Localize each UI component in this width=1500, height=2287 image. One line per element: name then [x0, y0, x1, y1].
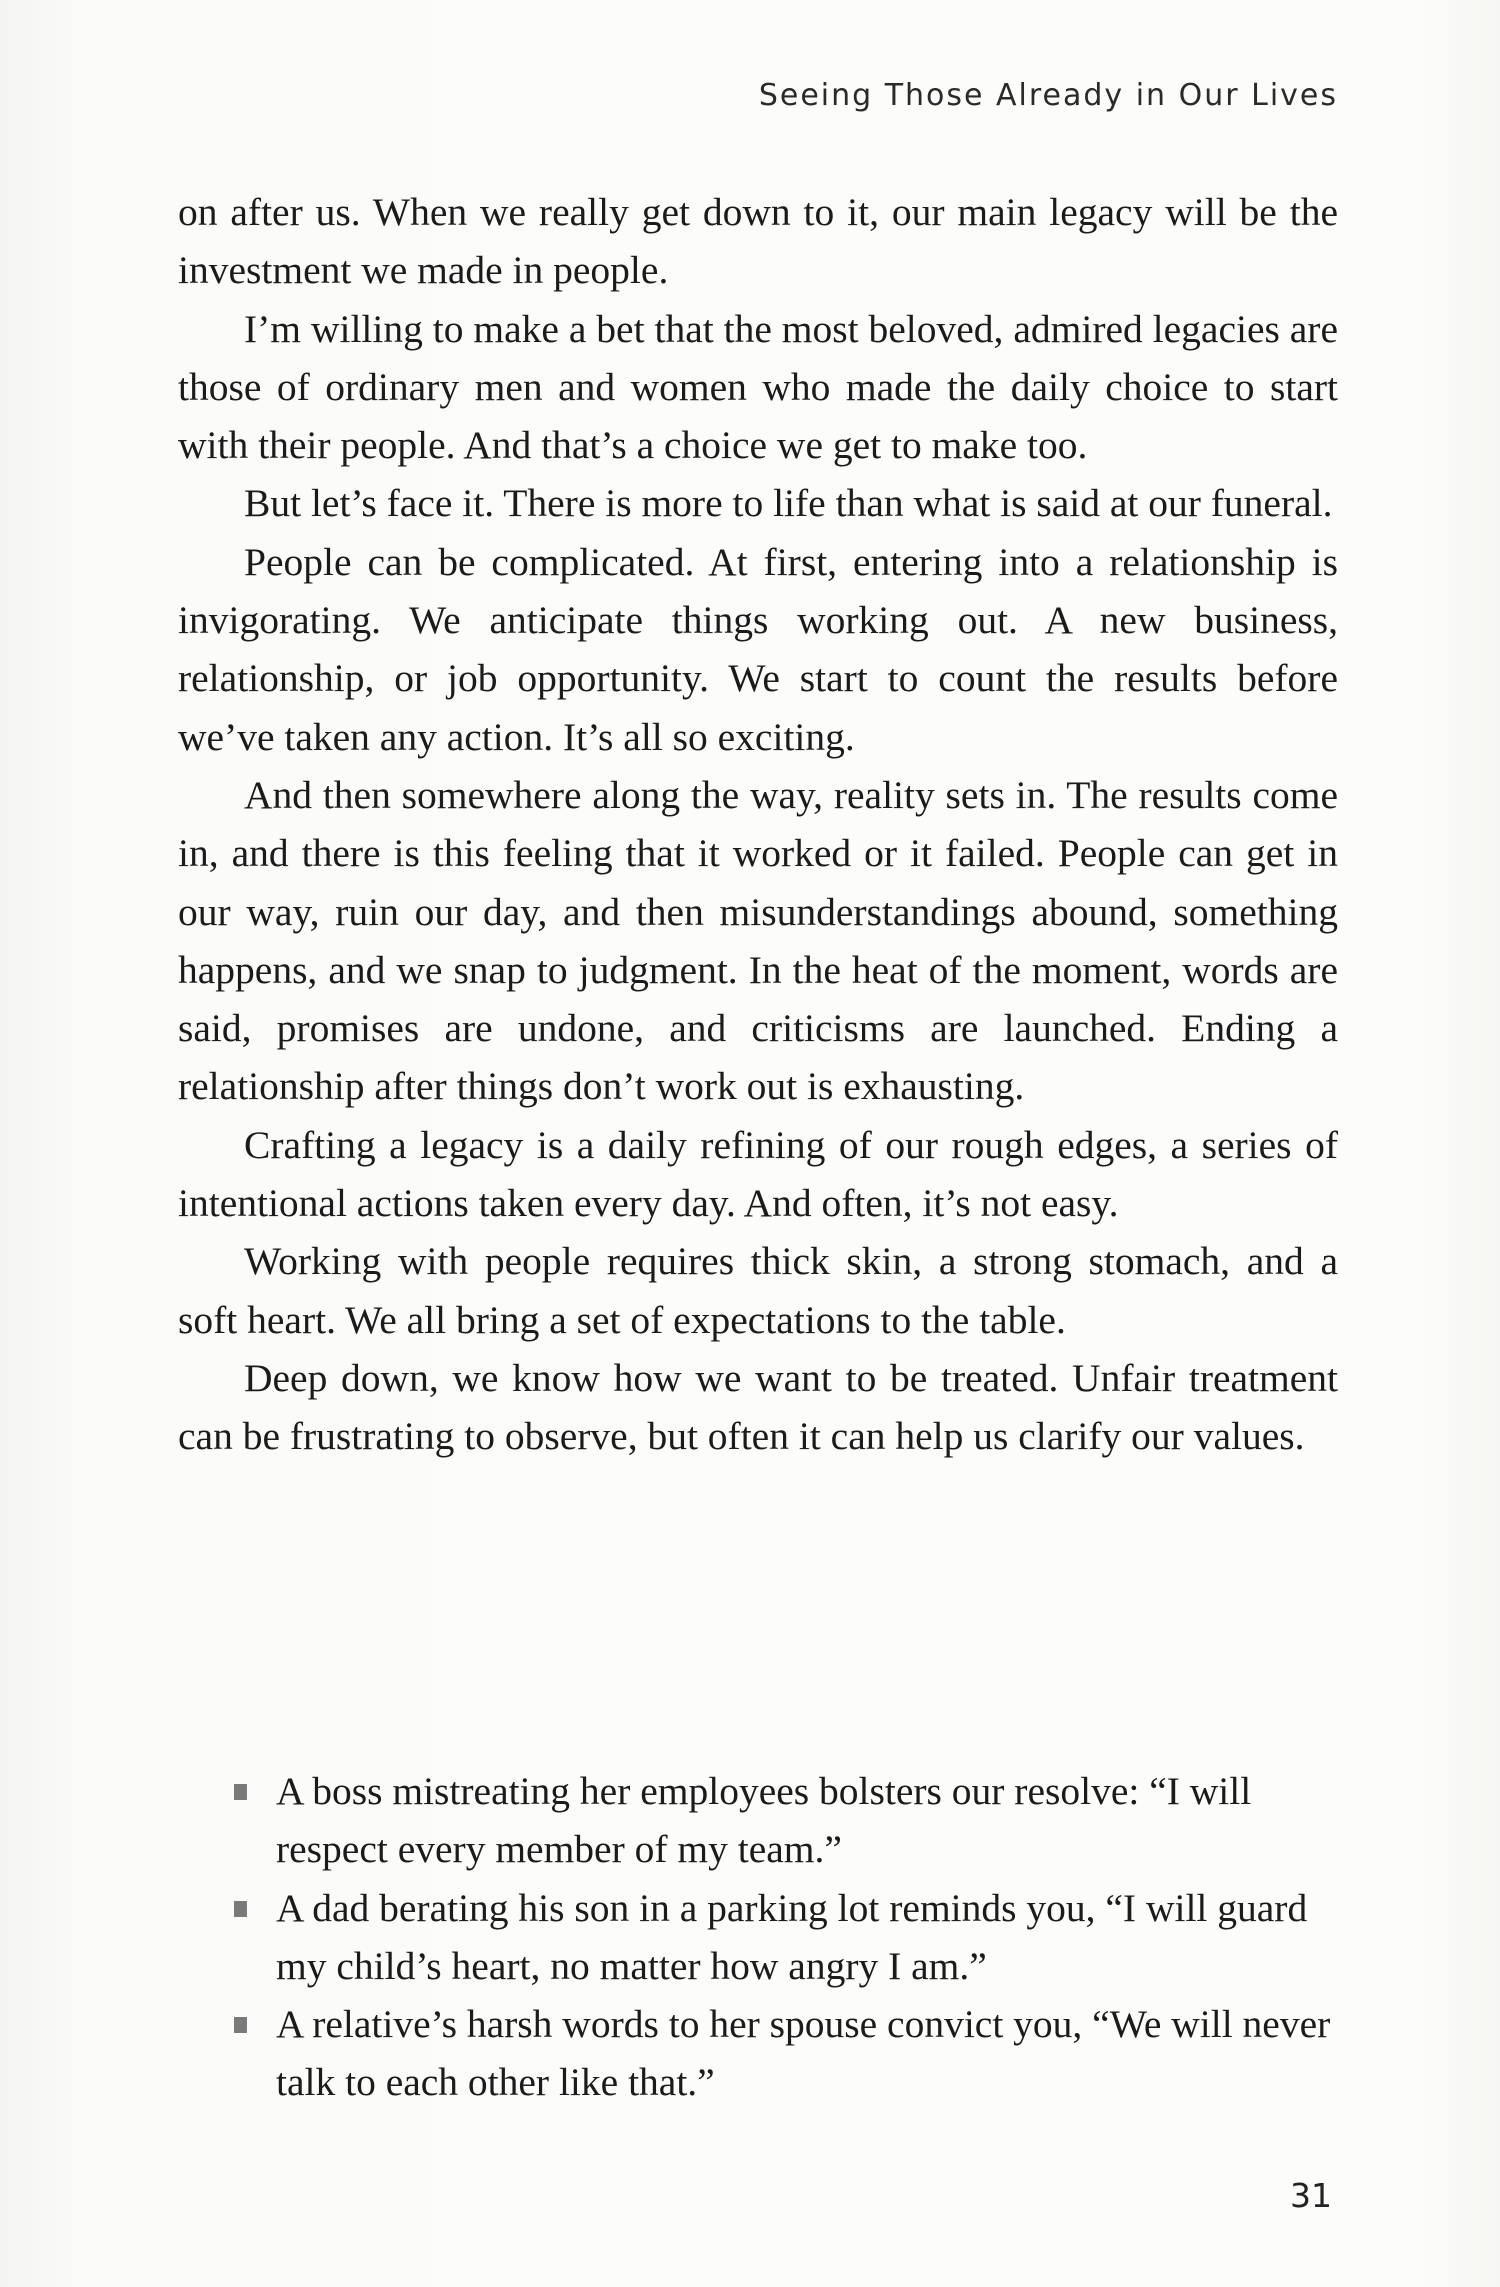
body-text — [178, 183, 1338, 1466]
bullet-text: A dad berating his son in a parking lot reminds you, “I will guard my child’s heart, no matter how angry I am.” — [276, 1885, 1308, 1988]
paragraph: I’m willing to make a bet that the most beloved, admired legacies are those of ordinary men and women who made the daily choice to start with their people. And that’s a choice we get to make too. — [178, 306, 1338, 468]
bullet-item — [234, 1995, 1334, 2112]
bullet-list — [234, 1762, 1334, 2112]
paragraph: Deep down, we know how we want to be treated. Unfair treatment can be frustrating to observe, but often it can help us clarify our values. — [178, 1355, 1338, 1459]
paragraph: Crafting a legacy is a daily refining of our rough edges, a series of intentional actions taken every day. And often, it’s not easy. — [178, 1122, 1338, 1226]
bullet-item — [234, 1879, 1334, 1996]
paragraph: Working with people requires thick skin, a strong stomach, and a soft heart. We all bring a set of expectations to the table. — [178, 1239, 1338, 1342]
running-head: Seeing Those Already in Our Lives — [758, 78, 1338, 113]
paragraph: But let’s face it. There is more to life than what is said at our funeral. — [244, 481, 1333, 526]
square-bullet-icon — [234, 2017, 247, 2033]
page-number: 31 — [1290, 2176, 1332, 2215]
bullet-item — [234, 1762, 1334, 1879]
paragraph: And then somewhere along the way, reality sets in. The results come in, and there is this feeling that it worked or it failed. People can get in our way, ruin our day, and then misunderstandings abound, something happens, and we snap to judgment. In the heat of the moment, words are said, promises are undone, and criticisms are launched. Ending a relationship after things don’t work out is exhausting. — [178, 772, 1338, 1109]
square-bullet-icon — [234, 1901, 247, 1917]
square-bullet-icon — [234, 1784, 247, 1800]
bullet-text: A relative’s harsh words to her spouse convict you, “We will never talk to each other like that.” — [276, 2002, 1331, 2105]
bullet-text: A boss mistreating her employees bolsters our resolve: “I will respect every member of my team.” — [276, 1769, 1252, 1872]
paragraph: on after us. When we really get down to it, our main legacy will be the investment we made in people. — [178, 190, 1338, 293]
paragraph: People can be complicated. At first, entering into a relationship is invigorating. We anticipate things working out. A new business, relationship, or job opportunity. We start to count the results before we’ve taken any action. It’s all so exciting. — [178, 539, 1338, 759]
